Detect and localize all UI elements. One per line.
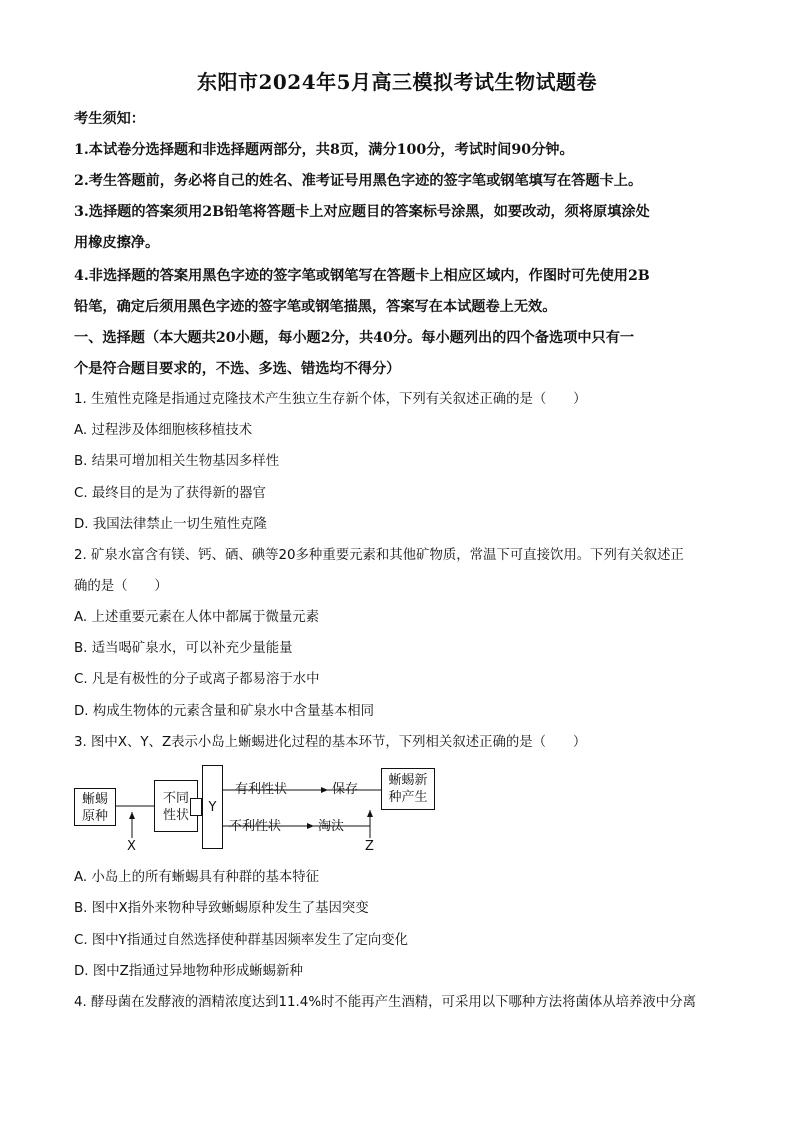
x-label: X — [127, 839, 136, 854]
favorable-label: 有利性状 — [235, 782, 288, 797]
y-label: Y — [208, 800, 217, 815]
question-2-stem-cont: 确的是（ ） — [74, 579, 168, 594]
notice-item-4-cont: 铅笔，确定后须用黑色字迹的签字笔或钢笔描黑，答案写在本试题卷上无效。 — [74, 299, 557, 315]
evolution-diagram — [70, 760, 450, 860]
question-1-option-b[interactable]: B. 结果可增加相关生物基因多样性 — [74, 454, 280, 469]
question-3-option-a[interactable]: A. 小岛上的所有蜥蜴具有种群的基本特征 — [74, 870, 320, 885]
question-3-option-c[interactable]: C. 图中Y指通过自然选择使种群基因频率发生了定向变化 — [74, 933, 409, 948]
notice-heading: 考生须知： — [74, 111, 145, 127]
question-2-option-d[interactable]: D. 构成生物体的元素含量和矿泉水中含量基本相同 — [74, 704, 375, 719]
preserved-label: 保存 — [332, 782, 359, 797]
different-traits-label-1: 不同 — [162, 791, 189, 806]
question-4-stem: 4. 酵母菌在发酵液的酒精浓度达到11.4%时不能再产生酒精，可采用以下哪种方法将菌体从培养液中分离 — [74, 995, 696, 1010]
notice-item-4: 4.非选择题的答案用黑色字迹的签字笔或钢笔写在答题卡上相应区域内，作图时可先使用2B — [74, 268, 650, 284]
z-label: Z — [365, 839, 374, 854]
page-title: 东阳市2024年5月高三模拟考试生物试题卷 — [196, 70, 598, 94]
unfavorable-label: 不利性状 — [229, 819, 282, 834]
notice-item-3-cont: 用橡皮擦净。 — [74, 235, 160, 251]
question-2-option-b[interactable]: B. 适当喝矿泉水，可以补充少量能量 — [74, 641, 293, 656]
different-traits-label-2: 性状 — [162, 808, 189, 823]
eliminated-label: 淘汰 — [318, 819, 345, 834]
new-species-label-1: 蜥蜴新 — [388, 773, 428, 788]
section-heading: 一、选择题（本大题共20小题，每小题2分，共40分。每小题列出的四个备选项中只有一 — [74, 330, 635, 346]
question-1-option-c[interactable]: C. 最终目的是为了获得新的器官 — [74, 486, 266, 501]
question-3-option-d[interactable]: D. 图中Z指通过异地物种形成蜥蜴新种 — [74, 964, 303, 979]
question-3-option-b[interactable]: B. 图中X指外来物种导致蜥蜴原种发生了基因突变 — [74, 901, 369, 916]
new-species-label-2: 种产生 — [388, 790, 428, 805]
notice-item-1: 1.本试卷分选择题和非选择题两部分，共8页，满分100分，考试时间90分钟。 — [74, 142, 574, 158]
question-1-option-d[interactable]: D. 我国法律禁止一切生殖性克隆 — [74, 517, 267, 532]
question-2-stem: 2. 矿泉水富含有镁、钙、硒、碘等20多种重要元素和其他矿物质，常温下可直接饮用。下列有关叙述正 — [74, 548, 684, 563]
original-species-label-2: 原种 — [81, 809, 108, 824]
section-heading-cont: 个是符合题目要求的，不选、多选、错选均不得分） — [74, 361, 401, 377]
traits-inner-box — [190, 798, 202, 816]
question-1-stem: 1. 生殖性克隆是指通过克隆技术产生独立生存新个体，下列有关叙述正确的是（ ） — [74, 392, 587, 407]
question-2-option-a[interactable]: A. 上述重要元素在人体中都属于微量元素 — [74, 610, 320, 625]
question-2-option-c[interactable]: C. 凡是有极性的分子或离子都易溶于水中 — [74, 672, 320, 687]
new-species-box — [381, 768, 435, 810]
original-species-label-1: 蜥蜴 — [81, 792, 108, 807]
notice-item-2: 2.考生答题前，务必将自己的姓名、准考证号用黑色字迹的签字笔或钢笔填写在答题卡上。 — [74, 173, 643, 189]
y-box — [202, 765, 223, 849]
question-3-stem: 3. 图中X、Y、Z表示小岛上蜥蜴进化过程的基本环节，下列相关叙述正确的是（ ） — [74, 735, 587, 750]
question-1-option-a[interactable]: A. 过程涉及体细胞核移植技术 — [74, 423, 253, 438]
notice-item-3: 3.选择题的答案须用2B铅笔将答题卡上对应题目的答案标号涂黑，如要改动，须将原填涂处 — [74, 204, 650, 220]
original-species-box — [74, 788, 116, 826]
